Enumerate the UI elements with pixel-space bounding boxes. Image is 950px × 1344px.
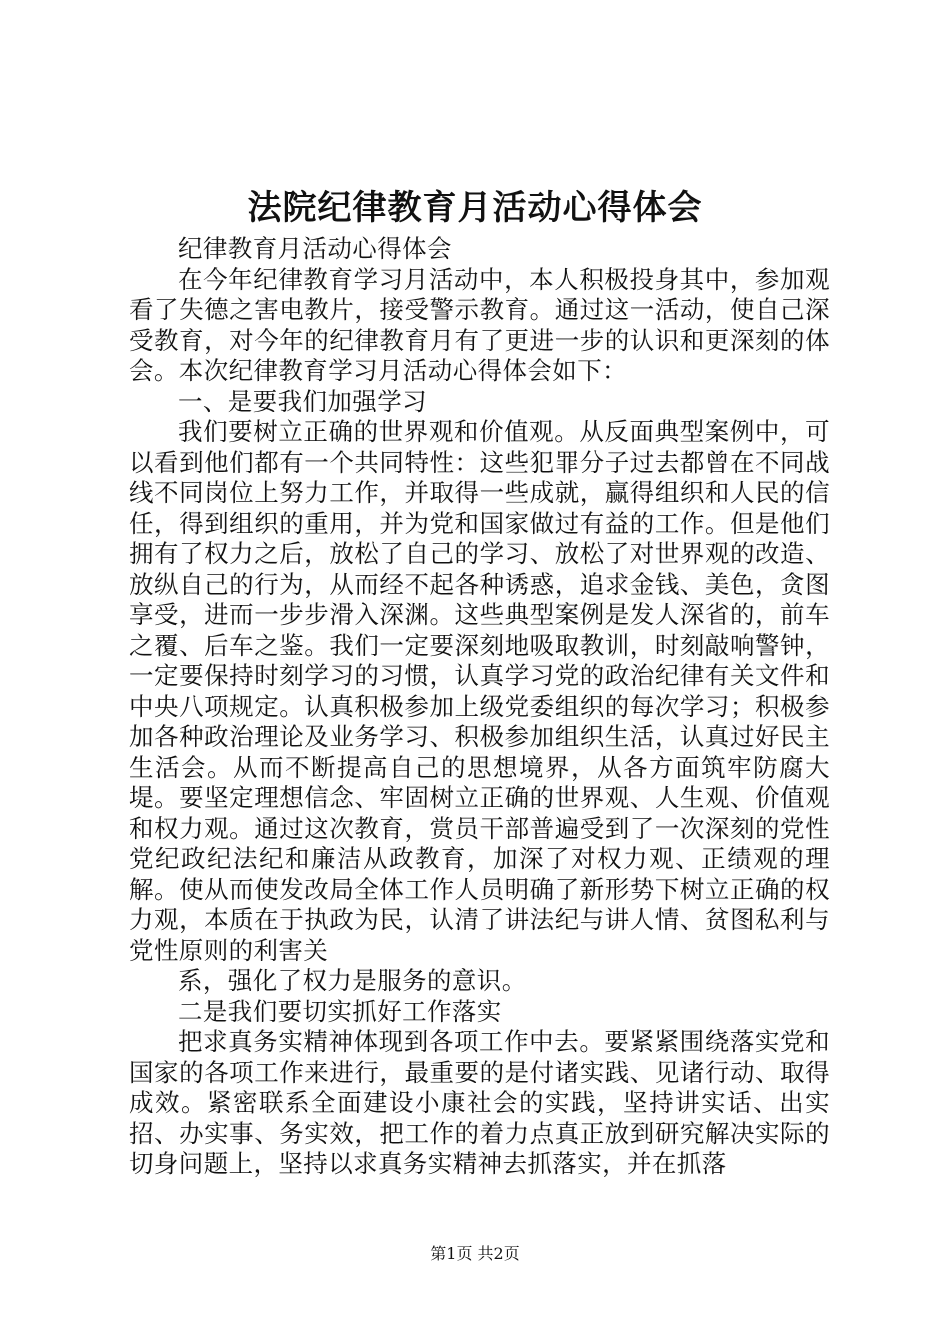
subtitle-paragraph: 纪律教育月活动心得体会	[178, 234, 452, 263]
page-footer: 第1页 共2页	[430, 1244, 520, 1263]
section-2-paragraph: 把求真务实精神体现到各项工作中去。要紧紧围绕落实党和国家的各项工作来进行，最重要的是付诸实践、见诸行动、取得成效。紧密联系全面建设小康社会的实践，坚持讲实话、出实招、办实事、务实效，把工作的着力点真正放到研究解决实际的切身问题上，坚持以求真务实精神去抓落实，并在抓落	[129, 1027, 830, 1178]
intro-paragraph: 在今年纪律教育学习月活动中，本人积极投身其中，参加观看了失德之害电教片，接受警示教育。通过这一活动，使自己深受教育，对今年的纪律教育月有了更进一步的认识和更深刻的体会。本次纪律教育学习月活动心得体会如下：	[129, 264, 830, 385]
section-heading-2: 二是我们要切实抓好工作落实	[178, 996, 502, 1026]
section-1-continuation: 系，强化了权力是服务的意识。	[178, 966, 527, 995]
section-1-paragraph: 我们要树立正确的世界观和价值观。从反面典型案例中，可以看到他们都有一个共同特性：这些犯罪分子过去都曾在不同战线不同岗位上努力工作，并取得一些成就，赢得组织和人民的信任，得到组织的重用，并为党和国家做过有益的工作。但是他们拥有了权力之后，放松了自己的学习、放松了对世界观的改造、放纵自己的行为，从而经不起各种诱惑，追求金钱、美色，贪图享受，进而一步步滑入深渊。这些典型案例是发人深省的，前车之覆、后车之鉴。我们一定要深刻地吸取教训，时刻敲响警钟，一定要保持时刻学习的习惯，认真学习党的政治纪律有关文件和中央八项规定。认真积极参加上级党委组织的每次学习；积极参加各种政治理论及业务学习、积极参加组织生活，认真过好民主生活会。从而不断提高自己的思想境界，从各方面筑牢防腐大堤。要坚定理想信念、牢固树立正确的世界观、人生观、价值观和权力观。通过这次教育，赏员干部普遍受到了一次深刻的党性党纪政纪法纪和廉洁从政教育，加深了对权力观、正绩观的理解。使从而使发改局全体工作人员明确了新形势下树立正确的权力观，本质在于执政为民，认清了讲法纪与讲人情、贫图私利与党性原则的利害关	[129, 417, 830, 965]
document-title: 法院纪律教育月活动心得体会	[247, 188, 703, 228]
section-heading-1: 一、是要我们加强学习	[178, 386, 427, 416]
document-body	[129, 234, 830, 1180]
